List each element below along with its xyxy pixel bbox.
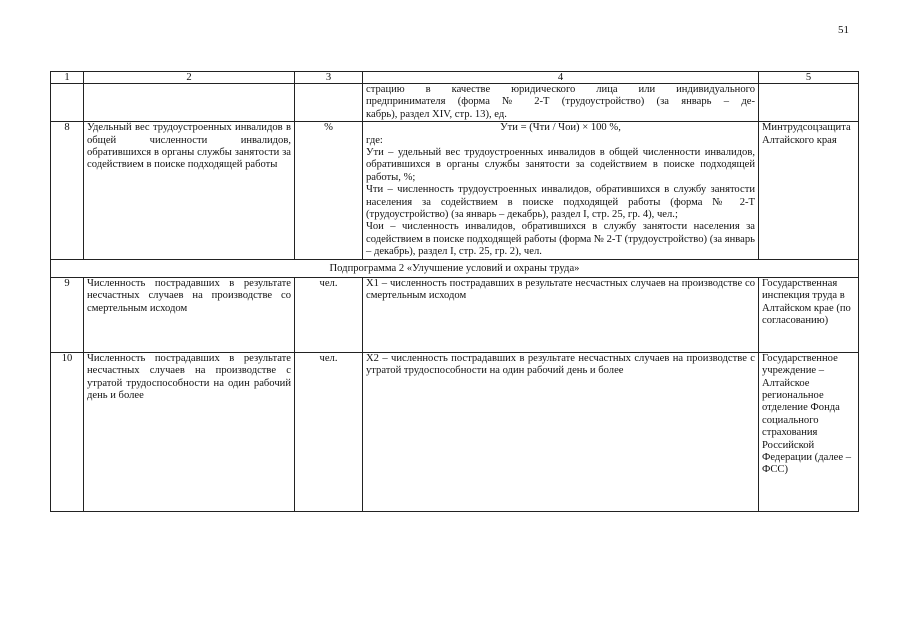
continuation-line-1: страцию в качестве юридического лица или индивидуального bbox=[366, 84, 755, 95]
row-9-unit: чел. bbox=[295, 277, 363, 352]
continuation-line-3: кабрь), раздел XIV, стр. 13), ед. bbox=[366, 108, 507, 120]
row-8-name: Удельный вес трудоустроенных инвалидов в общей численности инвалидов, обратившихся в органы службы занятости за содействием в поиске подходящей работы bbox=[84, 122, 295, 259]
header-col-5: 5 bbox=[759, 72, 859, 84]
subprogram-row bbox=[51, 259, 859, 277]
continuation-text bbox=[363, 84, 759, 122]
subprogram-title: Подпрограмма 2 «Улучшение условий и охраны труда» bbox=[51, 259, 859, 277]
row-8-def-uti: Ути – удельный вес трудоустроенных инвалидов в общей численности инвалидов, обратившихся в органы службы занятости за содействием в поиске подходящей работы, %; bbox=[366, 147, 755, 183]
table-row-10 bbox=[51, 352, 859, 511]
row-8-source: Минтрудсоцзащита Алтайского края bbox=[759, 122, 859, 259]
row-10-method: Х2 – численность пострадавших в результате несчастных случаев на производстве с утратой трудоспособности на один рабочий день и более bbox=[363, 352, 759, 511]
row-8-def-chti: Чти – численность трудоустроенных инвалидов, обратившихся в службу занятости населения за содействием в поиске подходящей работы (форма № 2-Т (трудоустройство) (за январь – декабрь), раздел I, стр. 25, гр. 4), чел.; bbox=[366, 184, 755, 221]
row-8-where: где: bbox=[366, 134, 383, 146]
header-col-1: 1 bbox=[51, 72, 84, 84]
header-col-4: 4 bbox=[363, 72, 759, 84]
table-row-8 bbox=[51, 122, 859, 259]
header-col-3: 3 bbox=[295, 72, 363, 84]
row-10-number: 10 bbox=[51, 352, 84, 511]
header-col-2: 2 bbox=[84, 72, 295, 84]
row-10-unit: чел. bbox=[295, 352, 363, 511]
row-9-source: Государственная инспекция труда в Алтайском крае (по согласованию) bbox=[759, 277, 859, 352]
row-10-source: Государственное учреждение – Алтайское региональное отделение Фонда социального страхования Российской Федерации (далее – ФСС) bbox=[759, 352, 859, 511]
table-row-9 bbox=[51, 277, 859, 352]
header-row bbox=[51, 72, 859, 84]
page-number: 51 bbox=[838, 24, 849, 36]
row-9-number: 9 bbox=[51, 277, 84, 352]
row-8-def-choi: Чои – численность инвалидов, обратившихся в службу занятости населения за содействием в поиске подходящей работы (форма № 2-Т (трудоустройство) (за январь – декабрь), раздел I, стр. 25, гр. 2), чел. bbox=[366, 221, 755, 258]
continuation-row bbox=[51, 84, 859, 122]
row-8-method bbox=[363, 122, 759, 259]
row-8-unit: % bbox=[295, 122, 363, 259]
row-8-formula: Ути = (Чти / Чои) × 100 %, bbox=[500, 122, 621, 134]
row-9-method: Х1 – численность пострадавших в результате несчастных случаев на производстве со смертельным исходом bbox=[363, 277, 759, 352]
row-10-name: Численность пострадавших в результате несчастных случаев на производстве с утратой трудоспособности на один рабочий день и более bbox=[84, 352, 295, 511]
indicators-table bbox=[50, 71, 859, 512]
row-8-number: 8 bbox=[51, 122, 84, 259]
continuation-line-2: предпринимателя (форма № 2-Т (трудоустройство) (за январь – де- bbox=[366, 96, 755, 108]
row-9-name: Численность пострадавших в результате несчастных случаев на производстве со смертельным исходом bbox=[84, 277, 295, 352]
